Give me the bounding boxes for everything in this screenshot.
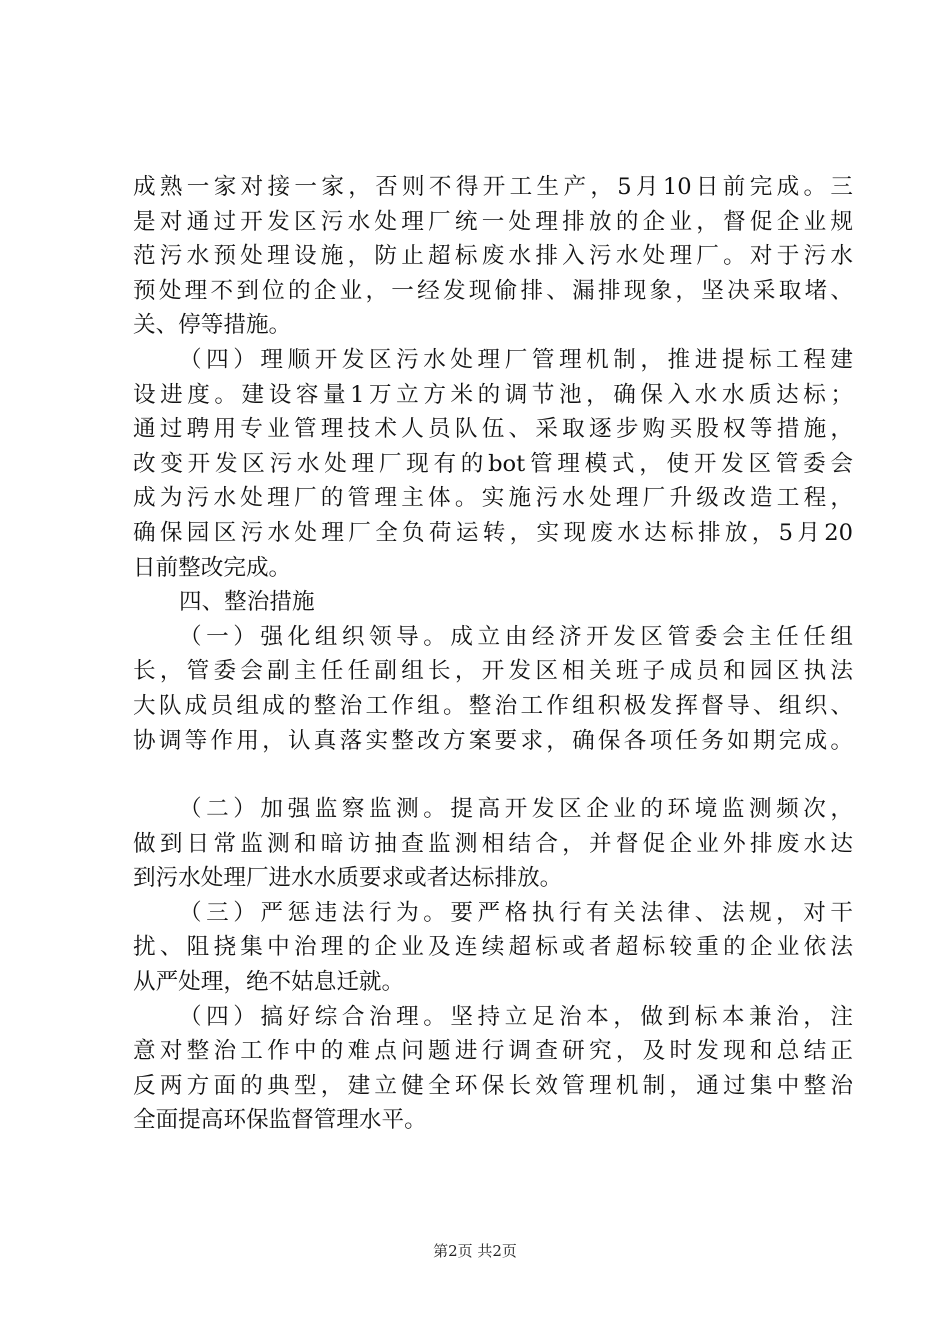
text-line: 改变开发区污水处理厂现有的bot管理模式，使开发区管委会 (133, 450, 853, 477)
text-line: 范污水预处理设施，防止超标废水排入污水处理厂。对于污水 (133, 243, 853, 270)
text-line: 日前整改完成。 (133, 554, 292, 581)
text-line: 设进度。建设容量1万立方米的调节池，确保入水水质达标； (133, 381, 853, 408)
text-line: 协调等作用，认真落实整改方案要求，确保各项任务如期完成。 (133, 727, 853, 754)
measure-three-first-line: （三）严惩违法行为。要严格执行有关法律、法规，对干 (179, 899, 853, 926)
page-number-footer: 第2页 共2页 (433, 1242, 517, 1260)
text-line: 反两方面的典型，建立健全环保长效管理机制，通过集中整治 (133, 1072, 853, 1099)
text-line: 意对整治工作中的难点问题进行调查研究，及时发现和总结正 (133, 1038, 853, 1065)
text-line: 确保园区污水处理厂全负荷运转，实现废水达标排放，5月20 (133, 519, 853, 546)
text-line: 成熟一家对接一家，否则不得开工生产，5月10日前完成。三 (133, 174, 853, 200)
text-line: 长，管委会副主任任副组长，开发区相关班子成员和园区执法 (133, 658, 853, 685)
text-line: 扰、阻挠集中治理的企业及连续超标或者超标较重的企业依法 (133, 934, 853, 961)
text-line: 全面提高环保监督管理水平。 (133, 1107, 427, 1134)
section-four-first-line: （四）理顺开发区污水处理厂管理机制，推进提标工程建 (179, 346, 853, 373)
text-line: 关、停等措施。 (133, 312, 292, 339)
section-heading: 四、整治措施 (179, 589, 315, 616)
text-line: 通过聘用专业管理技术人员队伍、采取逐步购买股权等措施， (133, 416, 853, 443)
text-line: 到污水处理厂进水水质要求或者达标排放。 (133, 865, 563, 892)
measure-two-first-line: （二）加强监察监测。提高开发区企业的环境监测频次， (179, 796, 853, 823)
measure-one-first-line: （一）强化组织领导。成立由经济开发区管委会主任任组 (179, 623, 853, 650)
text-line: 大队成员组成的整治工作组。整治工作组积极发挥督导、组织、 (133, 692, 853, 719)
measure-four-first-line: （四）搞好综合治理。坚持立足治本，做到标本兼治，注 (179, 1003, 853, 1030)
text-line: 成为污水处理厂的管理主体。实施污水处理厂升级改造工程， (133, 485, 853, 512)
text-line: 从严处理，绝不姑息迁就。 (133, 969, 405, 996)
text-line: 是对通过开发区污水处理厂统一处理排放的企业，督促企业规 (133, 208, 853, 235)
document-body (133, 170, 853, 1138)
paragraph-gap (133, 758, 853, 792)
text-line: 预处理不到位的企业，一经发现偷排、漏排现象，坚决采取堵、 (133, 277, 853, 304)
text-line: 做到日常监测和暗访抽查监测相结合，并督促企业外排废水达 (133, 830, 853, 857)
